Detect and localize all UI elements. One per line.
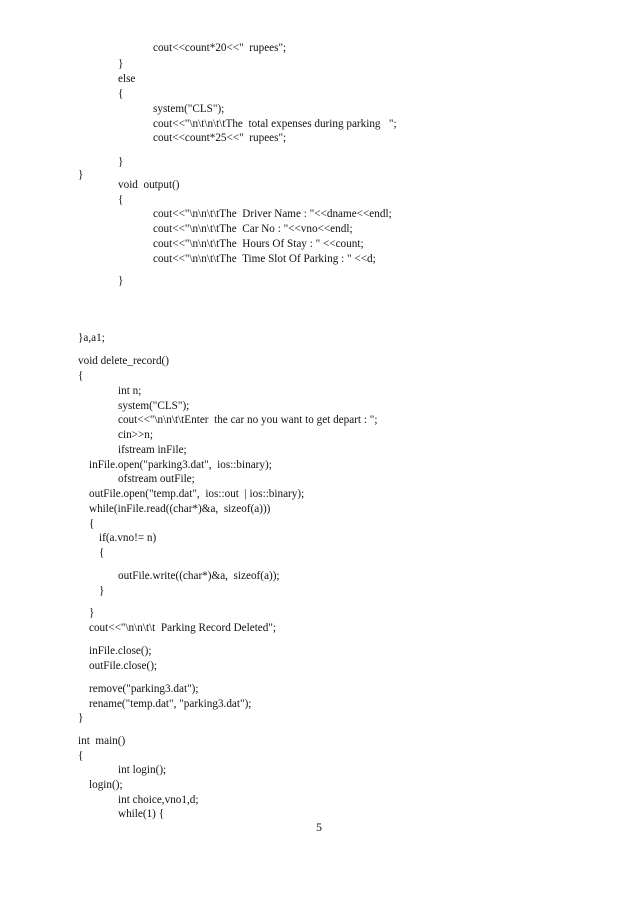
code-line: } (118, 58, 124, 70)
code-line: cout<<"\n\n\t\tEnter the car no you want to get depart : "; (118, 414, 378, 426)
code-line: cout<<"\n\t\n\t\tThe total expenses during parking "; (153, 118, 397, 130)
code-line: { (89, 518, 95, 530)
code-line: { (118, 194, 124, 206)
code-line: outFile.open("temp.dat", ios::out | ios::binary); (89, 488, 305, 500)
code-line: } (89, 607, 95, 619)
code-line: cout<<count*25<<" rupees"; (153, 132, 287, 144)
code-line: cin>>n; (118, 429, 153, 441)
code-line: void delete_record() (78, 355, 170, 367)
code-line: if(a.vno!= n) (99, 532, 157, 544)
code-line: int n; (118, 385, 142, 397)
code-line: login(); (89, 779, 123, 791)
code-line: cout<<"\n\n\t\tThe Driver Name : "<<dname<<endl; (153, 208, 392, 220)
code-line: } (118, 275, 124, 287)
code-line: else (118, 73, 136, 85)
code-line: system("CLS"); (153, 103, 225, 115)
code-line: while(1) { (118, 808, 165, 820)
code-line: { (99, 547, 105, 559)
code-line: outFile.write((char*)&a, sizeof(a)); (118, 570, 280, 582)
code-line: { (78, 370, 84, 382)
code-line: cout<<"\n\n\t\tThe Time Slot Of Parking : " <<d; (153, 253, 376, 265)
code-line: void output() (118, 179, 180, 191)
code-line: rename("temp.dat", "parking3.dat"); (89, 698, 252, 710)
code-line: { (78, 750, 84, 762)
code-line: inFile.close(); (89, 645, 152, 657)
code-line: cout<<count*20<<" rupees"; (153, 42, 287, 54)
code-line: cout<<"\n\n\t\tThe Hours Of Stay : " <<count; (153, 238, 364, 250)
code-line: } (78, 712, 84, 724)
code-line: outFile.close(); (89, 660, 158, 672)
code-line: }a,a1; (78, 332, 105, 344)
page-number: 5 (316, 820, 322, 834)
code-line: } (78, 169, 84, 181)
code-line: inFile.open("parking3.dat", ios::binary); (89, 459, 272, 471)
code-line: } (99, 585, 105, 597)
code-line: { (118, 88, 124, 100)
code-line: int login(); (118, 764, 167, 776)
code-line: int main() (78, 735, 126, 747)
code-line: cout<<"\n\n\t\t Parking Record Deleted"; (89, 622, 277, 634)
code-line: } (118, 156, 124, 168)
code-line: system("CLS"); (118, 400, 190, 412)
code-line: ifstream inFile; (118, 444, 187, 456)
code-line: int choice,vno1,d; (118, 794, 199, 806)
code-line: ofstream outFile; (118, 473, 195, 485)
code-line: while(inFile.read((char*)&a, sizeof(a))) (89, 503, 271, 515)
code-line: remove("parking3.dat"); (89, 683, 199, 695)
code-line: cout<<"\n\n\t\tThe Car No : "<<vno<<endl; (153, 223, 353, 235)
